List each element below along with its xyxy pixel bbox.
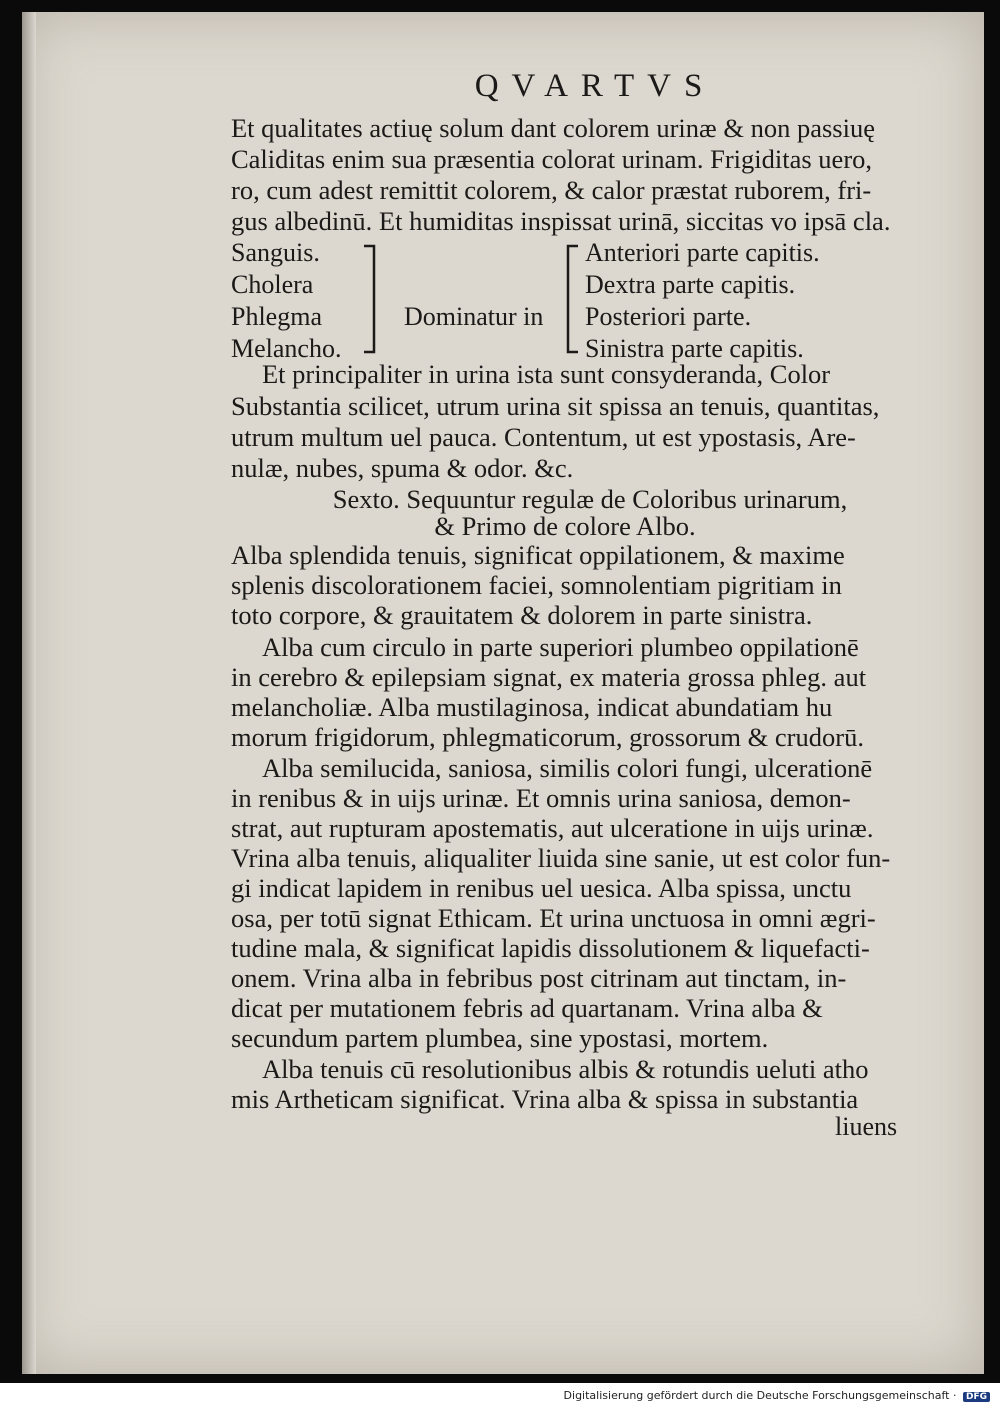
- text-line: morum frigidorum, phlegmaticorum, grossorum & crudorū.: [231, 722, 864, 752]
- text-line: tudine mala, & significat lapidis dissolutionem & liquefacti-: [231, 933, 870, 963]
- text-line: gus albedinū. Et humiditas inspissat urinā, siccitas vo ipsā cla.: [231, 206, 891, 236]
- text-line: in cerebro & epilepsiam signat, ex materia grossa phleg. aut: [231, 662, 867, 692]
- text-line: Caliditas enim sua præsentia colorat urinam. Frigiditas uero,: [231, 144, 873, 174]
- text-line: onem. Vrina alba in febribus post citrinam aut tinctam, in-: [231, 963, 847, 993]
- humor-middle: Dominatur in: [404, 302, 544, 331]
- text-line: Alba cum circulo in parte superiori plumbeo oppilationē: [262, 632, 859, 662]
- text-line: in renibus & in uijs urinæ. Et omnis urina saniosa, demon-: [231, 783, 851, 813]
- humor-left: Phlegma: [231, 302, 322, 331]
- catchword: liuens: [835, 1112, 898, 1141]
- text-line: ro, cum adest remittit colorem, & calor præstat ruborem, fri-: [231, 175, 872, 205]
- humor-right: Anteriori parte capitis.: [585, 238, 820, 267]
- left-brace-icon: [362, 244, 380, 356]
- humor-left: Sanguis.: [231, 238, 320, 267]
- footer-text: Digitalisierung gefördert durch die Deutsche Forschungsgemeinschaft: [563, 1389, 950, 1402]
- section-heading: & Primo de colore Albo.: [434, 511, 696, 541]
- text-line: Et principaliter in urina ista sunt consyderanda, Color: [262, 359, 831, 389]
- text-line: Alba tenuis cū resolutionibus albis & rotundis ueluti atho: [262, 1054, 869, 1084]
- digitization-footer: Digitalisierung gefördert durch die Deutsche Forschungsgemeinschaft · DFG: [564, 1389, 990, 1402]
- humor-right: Posteriori parte.: [585, 302, 752, 331]
- text-line: secundum partem plumbea, sine ypostasi, mortem.: [231, 1023, 769, 1053]
- text-line: strat, aut rupturam apostematis, aut ulceratione in uijs urinæ.: [231, 813, 874, 843]
- section-heading: Sexto. Sequuntur regulæ de Coloribus urinarum,: [332, 484, 848, 514]
- text-line: Alba semilucida, saniosa, similis colori fungi, ulcerationē: [262, 753, 873, 783]
- humor-right: Sinistra parte capitis.: [585, 334, 804, 363]
- text-line: splenis discolorationem faciei, somnolentiam pigritiam in: [231, 570, 842, 600]
- humor-left: Cholera: [231, 270, 314, 299]
- text-line: mis Artheticam significat. Vrina alba & spissa in substantia: [231, 1084, 859, 1114]
- text-line: Alba splendida tenuis, significat oppilationem, & maxime: [231, 540, 845, 570]
- running-head: QVARTVS: [474, 68, 716, 104]
- text-line: nulæ, nubes, spuma & odor. &c.: [231, 453, 574, 483]
- text-line: toto corpore, & grauitatem & dolorem in parte sinistra.: [231, 600, 813, 630]
- text-line: gi indicat lapidem in renibus uel uesica. Alba spissa, unctu: [231, 873, 852, 903]
- text-line: osa, per totū signat Ethicam. Et urina unctuosa in omni ægri-: [231, 903, 876, 933]
- text-line: Substantia scilicet, utrum urina sit spissa an tenuis, quantitas,: [231, 391, 880, 421]
- dfg-logo-icon: DFG: [963, 1392, 990, 1402]
- text-line: utrum multum uel pauca. Contentum, ut est ypostasis, Are-: [231, 422, 856, 452]
- text-line: Et qualitates actiuę solum dant colorem urinæ & non passiuę: [231, 113, 875, 143]
- text-line: dicat per mutationem febris ad quartanam. Vrina alba &: [231, 993, 823, 1023]
- humor-right: Dextra parte capitis.: [585, 270, 796, 299]
- humor-left: Melancho.: [231, 334, 342, 363]
- right-brace-icon: [562, 244, 580, 356]
- text-line: melancholiæ. Alba mustilaginosa, indicat abundatiam hu: [231, 692, 833, 722]
- text-line: Vrina alba tenuis, aliqualiter liuida sine sanie, ut est color fun-: [231, 843, 891, 873]
